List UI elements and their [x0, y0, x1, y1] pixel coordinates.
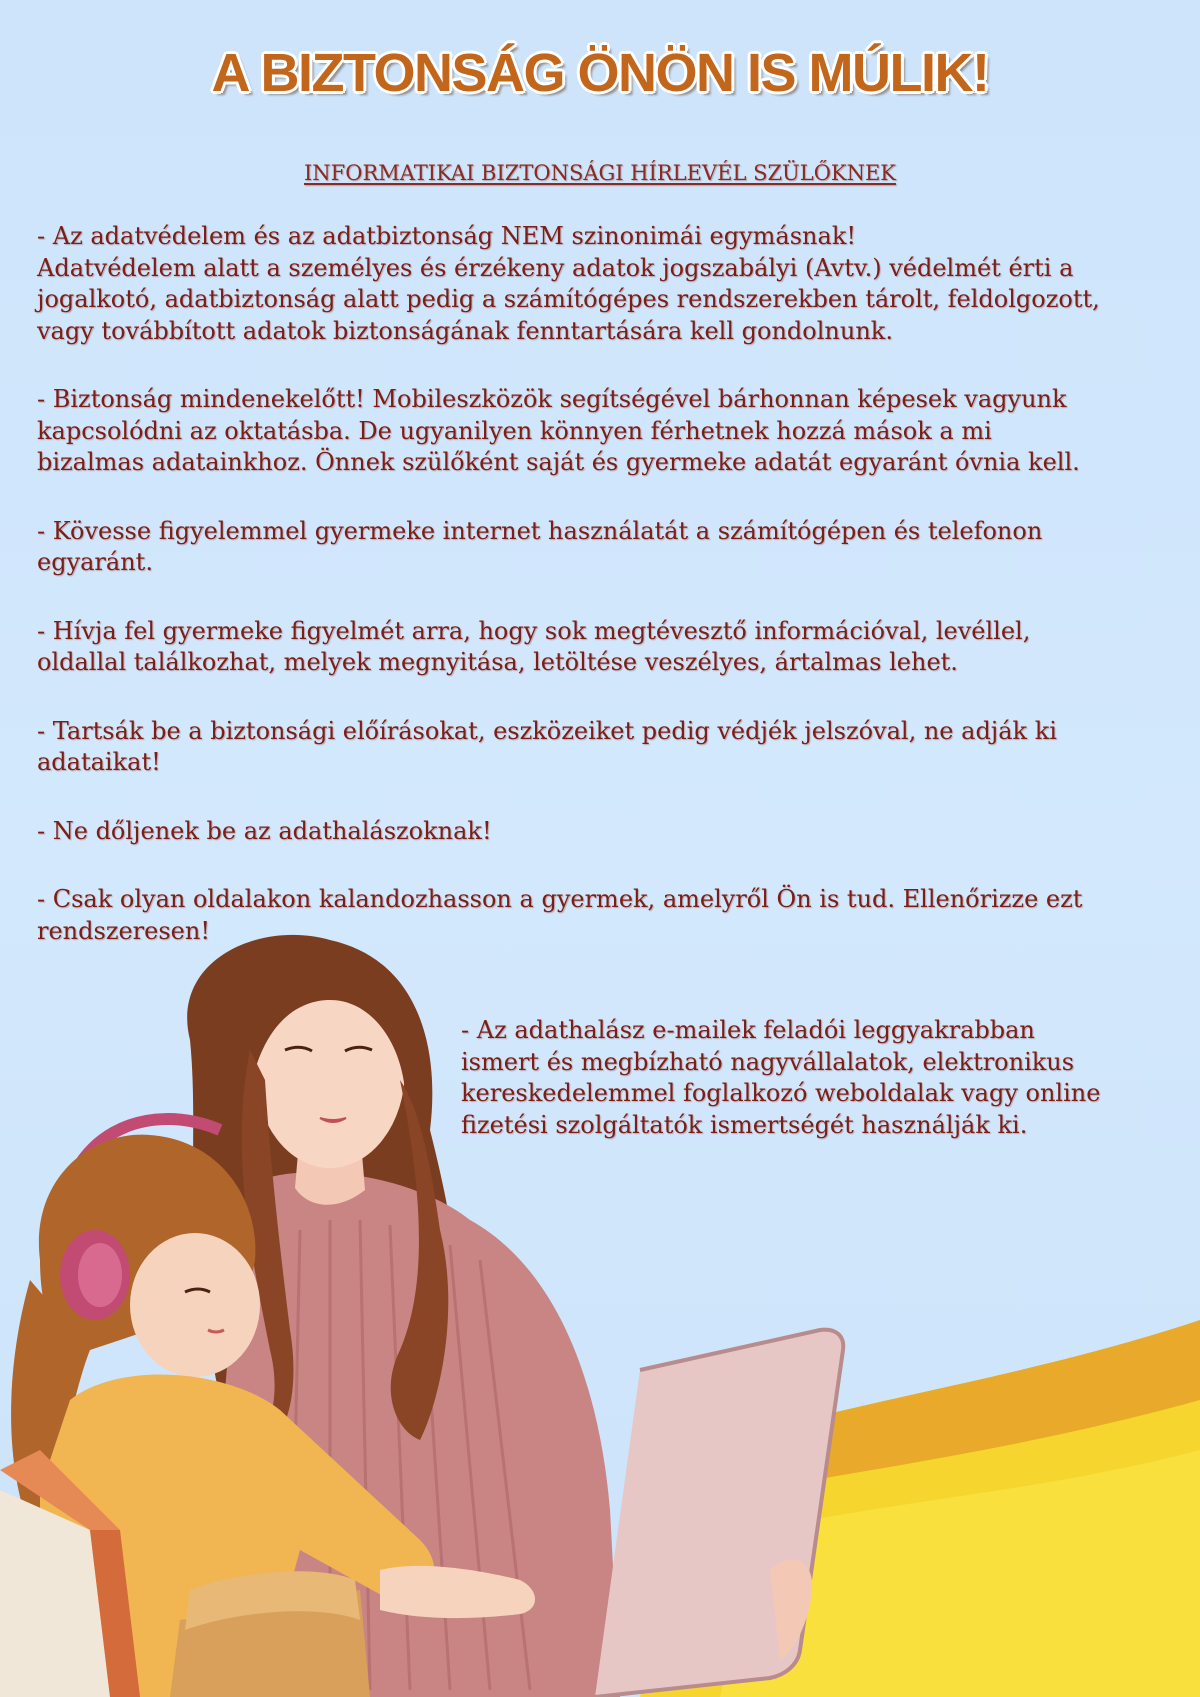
paragraph-phishing — [37, 816, 1177, 848]
paragraph-monitor-usage — [37, 516, 1177, 579]
text-line: - Kövesse figyelemmel gyermeke internet használatát a számítógépen és telefonon — [37, 516, 1043, 545]
text-line: ismert és megbízható nagyvállalatok, elektronikus — [461, 1047, 1075, 1076]
child-headphone-cup-inner — [78, 1243, 122, 1307]
text-line: kereskedelemmel foglalkozó weboldalak vagy online — [461, 1079, 1101, 1107]
text-line: adataikat! — [37, 748, 161, 776]
text-line: oldallal találkozhat, melyek megnyitása, letöltése veszélyes, ártalmas lehet. — [37, 648, 958, 676]
page-title: A BIZTONSÁG ÖNÖN IS MÚLIK! — [211, 43, 989, 103]
paragraph-security-rules — [37, 716, 1177, 779]
text-line: - Ne dőljenek be az adathalászoknak! — [37, 816, 492, 845]
text-line: fizetési szolgáltatók ismertségét használják ki. — [461, 1110, 1028, 1139]
paragraph-security-first — [37, 384, 1177, 479]
child-face — [130, 1233, 260, 1377]
text-line: - Tartsák be a biztonsági előírásokat, eszközeiket pedig védjék jelszóval, ne adják ki — [37, 716, 1057, 745]
paragraph-data-protection — [37, 221, 1177, 347]
paragraph-misleading-info — [37, 616, 1177, 679]
text-line: - Hívja fel gyermeke figyelmét arra, hogy sok megtévesztő információval, levéllel, — [37, 616, 1031, 645]
newsletter-subtitle: INFORMATIKAI BIZTONSÁGI HÍRLEVÉL SZÜLŐKNEK — [303, 161, 896, 185]
text-line: - Csak olyan oldalakon kalandozhasson a gyermek, amelyről Ön is tud. Ellenőrizze ezt — [37, 885, 1083, 913]
text-line: rendszeresen! — [37, 916, 210, 945]
text-line: - Az adathalász e-mailek feladói leggyakrabban — [461, 1016, 1035, 1044]
phishing-note — [461, 1015, 1161, 1141]
body-text — [37, 221, 1177, 984]
text-line: - Biztonság mindenekelőtt! Mobileszközök segítségével bárhonnan képesek vagyunk — [37, 385, 1067, 413]
text-line: Adatvédelem alatt a személyes és érzékeny adatok jogszabályi (Avtv.) védelmét érti a — [37, 253, 1074, 282]
text-line: - Az adatvédelem és az adatbiztonság NEM szinonimái egymásnak! — [37, 222, 856, 250]
text-line: egyaránt. — [37, 548, 153, 576]
text-line: kapcsolódni az oktatásba. De ugyanilyen könnyen férhetnek hozzá mások a mi — [37, 416, 992, 445]
text-line: bizalmas adatainkhoz. Önnek szülőként saját és gyermeke adatát egyaránt óvnia kell. — [37, 448, 1080, 476]
text-line: jogalkotó, adatbiztonság alatt pedig a számítógépes rendszerekben tárolt, feldolgozott, — [37, 285, 1100, 313]
text-line: vagy továbbított adatok biztonságának fenntartására kell gondolnunk. — [37, 316, 893, 345]
